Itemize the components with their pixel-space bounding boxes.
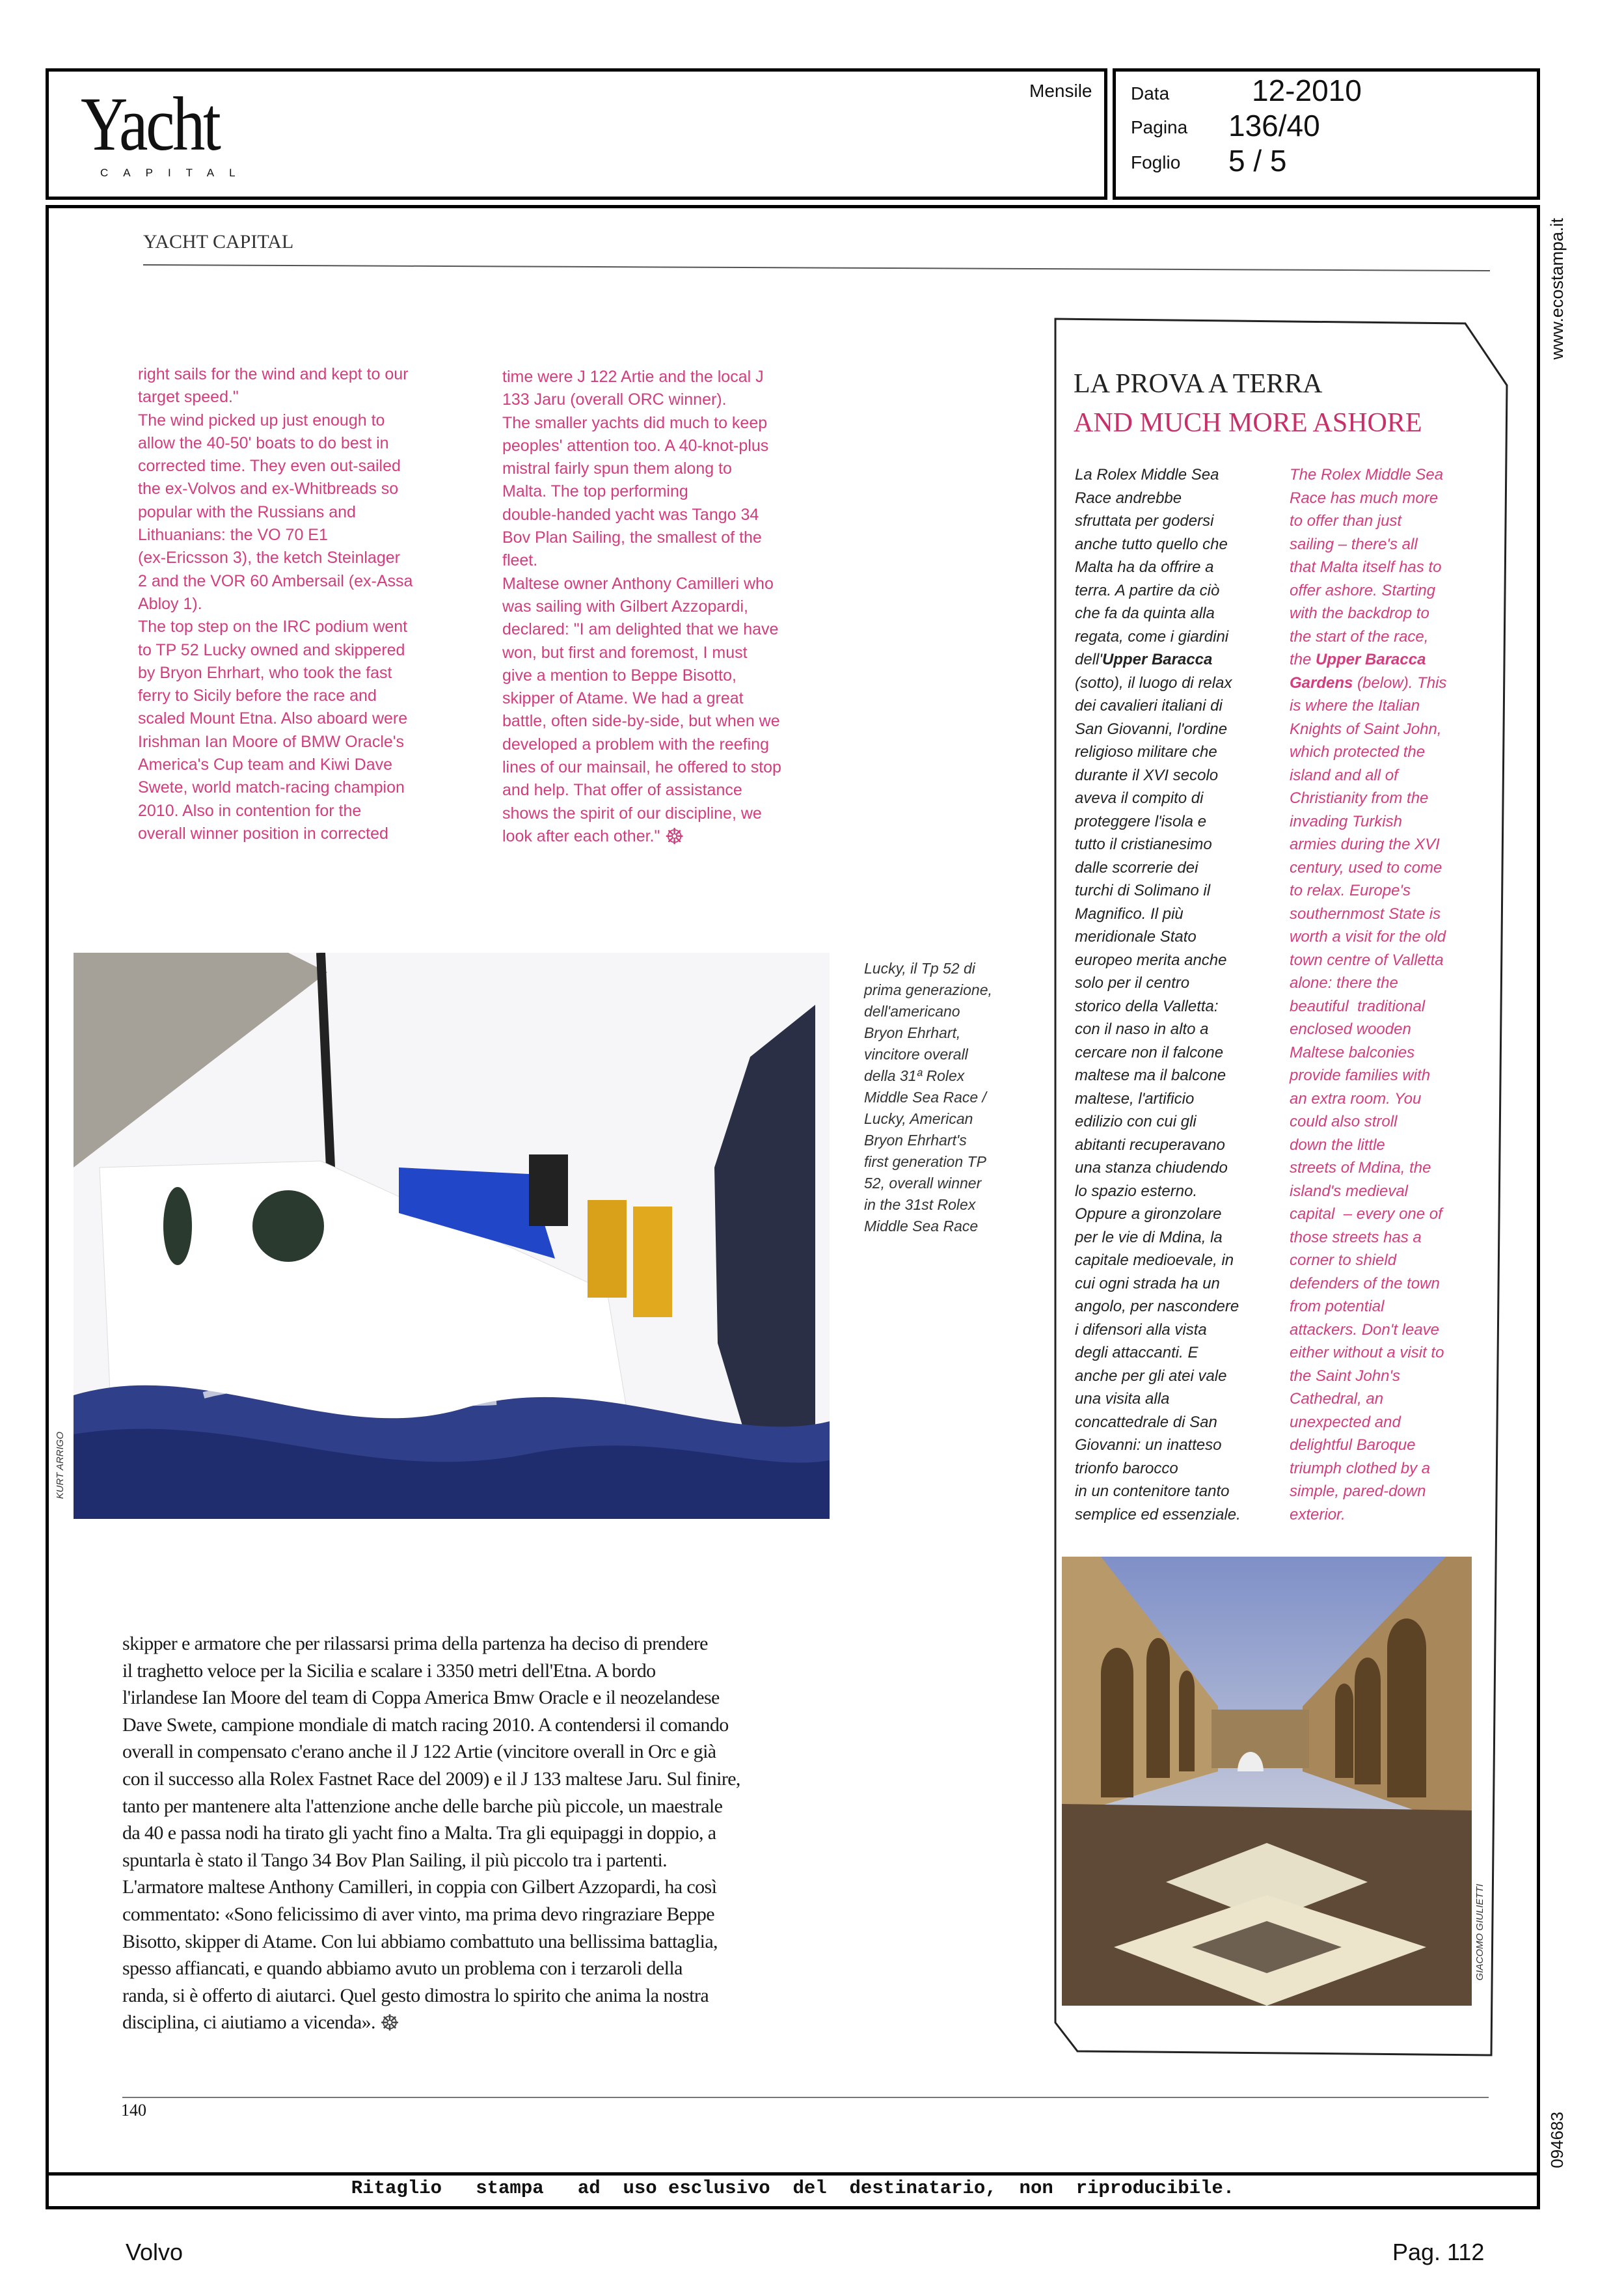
- yacht-photo-credit: KURT ARRIGO: [55, 1432, 66, 1499]
- date-value: 12-2010: [1252, 74, 1362, 107]
- sidebar-english-text-part: (below). This is where the Italian Knights of Saint John, which protected the island and all of Christianity from the invading Turkish armies during the XVI century, used to come to relax. Europe's southernmost State is worth a visit for the old town centre of Valletta alone: there the beautiful traditional enclosed wooden Maltese balconies provide families with an extra room. You could also stroll down the little streets of Mdina, the island's medieval capital – every one of those streets has a corner to shield defenders of the town from potential attackers. Don't leave either without a visit to the Saint John's Cathedral, an unexpected and delightful Baroque triumph clothed by a simple, pared-down exterior.: [1290, 674, 1447, 1523]
- upper-baracca-photo: [1062, 1557, 1472, 2006]
- page-label: Pagina: [1131, 117, 1188, 137]
- ship-wheel-icon: ☸: [379, 2012, 399, 2036]
- italian-body-text-content: skipper e armatore che per rilassarsi prima della partenza ha deciso di prendere il traghetto veloce per la Sicilia e scalare i 3350 metri dell'Etna. A bordo l'irlandese Ian Moore del team di Coppa America Bmw Oracle e il neozelandese Dave Swete, campione mondiale di match racing 2010. A contendersi il comando overall in compensato c'erano anche il J 122 Artie (vincitore overall in Orc e già con il successo alla Rolex Fastnet Race del 2009) e il J 133 maltese Jaru. Sul finire, tanto per mantenere alta l'attenzione anche delle barche più piccole, un maestrale da 40 e passa nodi ha tirato gli yacht fino a Malta. Tra gli equipaggi in doppio, a spuntarla è stato il Tango 34 Bov Plan Sailing, il più piccolo tra i partenti. L'armatore maltese Anthony Camilleri, in coppia con Gilbert Azzopardi, ha così commentato: «Sono felicissimo di aver vinto, ma prima devo ringraziare Beppe Bisotto, skipper di Atame. Con lui abbiamo combattuto una bellissima battaglia, spesso affiancati, e quando abbiamo avuto un problema con i terzaroli della randa, si è offerto di aiutarci. Quel gesto dimostra lo spirito che anima la nostra disciplina, ci aiutiamo a vicenda».: [122, 1633, 740, 2034]
- page-value: 136/40: [1228, 109, 1320, 143]
- upper-baracca-photo-image: [1062, 1557, 1472, 2006]
- date-label: Data: [1131, 83, 1170, 103]
- upper-baracca-gardens-highlight: Upper Baracca Gardens: [1290, 651, 1426, 692]
- sidebar-italian-text-part: La Rolex Middle Sea Race andrebbe sfruttata per godersi anche tutto quello che Malta ha da offrire a terra. A partire da ciò che fa da quinta alla regata, come i giardini dell': [1075, 466, 1229, 668]
- sidebar-title-italian: LA PROVA A TERRA: [1074, 369, 1323, 399]
- upper-baracca-highlight: Upper Baracca: [1102, 651, 1213, 668]
- sidebar-italian-text: [1075, 463, 1241, 1526]
- magazine-page-number: 140: [121, 2101, 146, 2120]
- client-name: Volvo: [126, 2239, 183, 2265]
- english-text-column-1: right sails for the wind and kept to our target speed." The wind picked up just enough to allow the 40-50' boats to do best in corrected time. They even out-sailed the ex-Volvos and ex-Whitbreads so popular with the Russians and Lithuanians: the VO 70 E1 (ex-Ericsson 3), the ketch Steinlager 2 and the VOR 60 Ambersail (ex-Assa Abloy 1). The top step on the IRC podium went to TP 52 Lucky owned and skippered by Bryon Ehrhart, who took the fast ferry to Sicily before the race and scaled Mount Etna. Also aboard were Irishman Ian Moore of BMW Oracle's America's Cup team and Kiwi Dave Swete, world match-racing champion 2010. Also in contention for the overall winner position in corrected: [138, 365, 413, 843]
- photo-caption: Lucky, il Tp 52 di prima generazione, dell'americano Bryon Ehrhart, vincitore overall della 31ª Rolex Middle Sea Race / Lucky, American Bryon Ehrhart's first generation TP 52, overall winner in the 31st Rolex Middle Sea Race: [864, 960, 992, 1235]
- website-stamp: www.ecostampa.it: [1547, 218, 1567, 360]
- frequency-label: Mensile: [1029, 81, 1092, 101]
- english-text-column-2-body: time were J 122 Artie and the local J 133 Jaru (overall ORC winner). The smaller yachts did much to keep peoples' attention too. A 40-knot-plus mistral fairly spun them along to Malta. The top performing double-handed yacht was Tango 34 Bov Plan Sailing, the smallest of the fleet. Maltese owner Anthony Camilleri who was sailing with Gilbert Azzopardi, declared: "I am delighted that we have won, but first and foremost, I must give a mention to Beppe Bisotto, skipper of Atame. We had a great battle, often side-by-side, but when we developed a problem with the reefing lines of our mainsail, he offered to stop and help. That offer of assistance shows the spirit of our discipline, we look after each other.": [502, 368, 781, 845]
- sheet-label: Foglio: [1131, 152, 1181, 172]
- sidebar-title-english: AND MUCH MORE ASHORE: [1074, 408, 1422, 438]
- press-page-number: Pag. 112: [1392, 2239, 1485, 2265]
- sidebar-english-text-part: The Rolex Middle Sea Race has much more to offer than just sailing – there's all that Malta itself has to offer ashore. Starting with the backdrop to the start of the race, the: [1290, 466, 1444, 668]
- running-head: YACHT CAPITAL: [143, 231, 294, 252]
- footer-notice: Ritaglio stampa ad uso esclusivo del destinatario, non riproducibile.: [351, 2177, 1235, 2199]
- sidebar-italian-text-part: (sotto), il luogo di relax dei cavalieri italiani di San Giovanni, l'ordine religioso militare che durante il XVI secolo aveva il compito di proteggere l'isola e tutto il cristianesimo dalle scorrerie dei turchi di Solimano il Magnifico. Il più meridionale Stato europeo merita anche solo per il centro storico della Valletta: con il naso in alto a cercare non il falcone maltese ma il balcone maltese, l'artificio edilizio con cui gli abitanti recuperavano una stanza chiudendo lo spazio esterno. Oppure a gironzolare per le vie di Mdina, la capitale medioevale, in cui ogni strada ha un angolo, per nascondere i difensori alla vista degli attaccanti. E anche per gli atei vale una visita alla concattedrale di San Giovanni: un inatteso trionfo barocco in un contenitore tanto semplice ed essenziale.: [1075, 674, 1241, 1523]
- logo-subtitle: CAPITAL: [100, 167, 250, 179]
- baracca-photo-credit: GIACOMO GIULIETTI: [1474, 1884, 1485, 1981]
- logo-text: Yacht: [81, 81, 219, 167]
- sidebar-english-text: [1290, 463, 1446, 1526]
- ship-wheel-icon: ☸: [664, 825, 684, 850]
- clip-code: 094683: [1547, 2112, 1567, 2168]
- sheet-value: 5 / 5: [1228, 144, 1287, 178]
